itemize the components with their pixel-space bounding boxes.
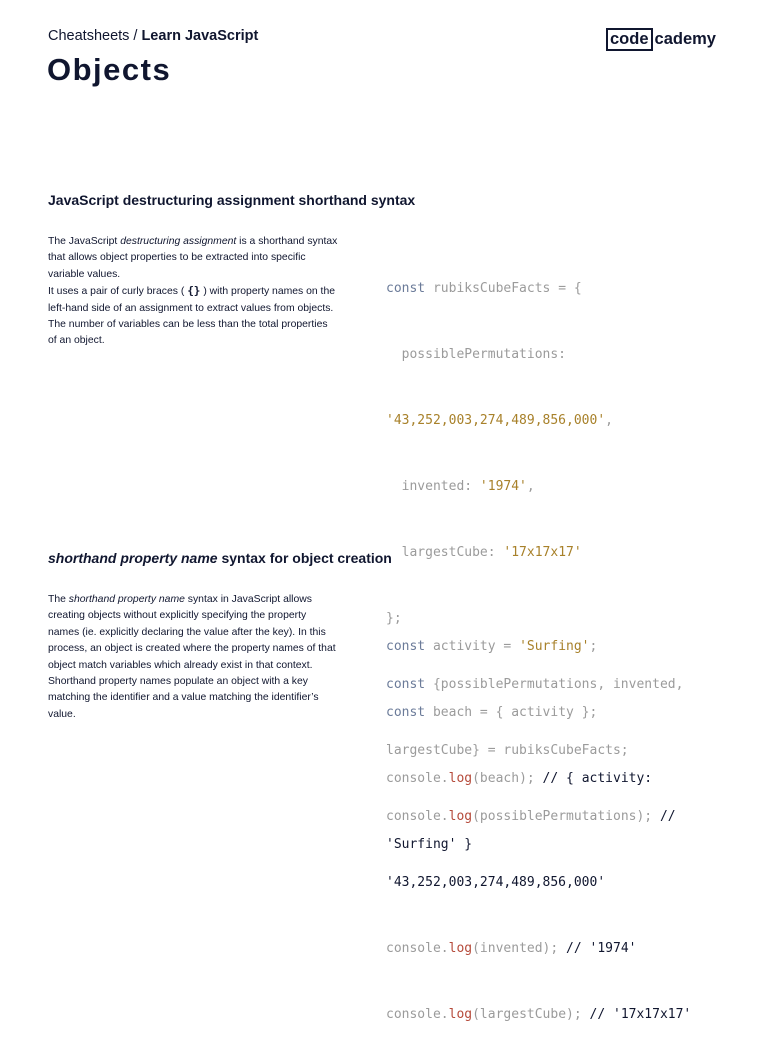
desc-text: syntax in JavaScript allows creating objects without explicitly specifying the property names (ie. explicitly declaring the value after the key). In this process, an object is created where the property names of that object match variables which already exist in that context. Shorthand property names populate an object with a key matching the identifier and a value matching the identifier’s value.: [48, 594, 336, 720]
code-string: '43,252,003,274,489,856,000': [386, 413, 606, 428]
code-line: [386, 476, 726, 498]
code-keyword: const: [386, 281, 426, 296]
title-text: syntax for object creation: [217, 550, 392, 566]
code-function: log: [448, 941, 473, 956]
code-text: console.: [386, 771, 449, 786]
code-line: [386, 702, 726, 724]
code-function: log: [448, 1007, 473, 1022]
code-comment: //: [652, 809, 676, 824]
code-line: [386, 344, 726, 366]
code-text: beach = { activity };: [425, 705, 598, 720]
code-keyword: const: [386, 639, 426, 654]
desc-text: is a shorthand syntax that allows object properties to be extracted into specific variable values.: [48, 236, 338, 280]
code-text: largestCube:: [386, 545, 504, 560]
code-text: (possiblePermutations);: [472, 809, 653, 824]
code-punctuation: };: [386, 611, 402, 626]
code-text: console.: [386, 809, 449, 824]
desc-text: The: [48, 594, 69, 605]
code-function: log: [448, 809, 473, 824]
code-text: (invented);: [472, 941, 559, 956]
code-text: possiblePermutations:: [386, 347, 567, 362]
code-line: [386, 636, 726, 658]
code-punctuation: ,: [605, 413, 613, 428]
codecademy-logo[interactable]: [606, 28, 716, 51]
code-line: [386, 938, 726, 960]
inline-code: {}: [187, 284, 201, 298]
desc-text: It uses a pair of curly braces (: [48, 286, 188, 298]
code-block-shorthand-property[interactable]: [386, 592, 726, 878]
code-text: invented:: [386, 479, 480, 494]
section-title-destructuring: JavaScript destructuring assignment shorthand syntax: [48, 192, 416, 208]
section-description-shorthand-property: [48, 592, 338, 723]
code-text: rubiksCubeFacts = {: [425, 281, 582, 296]
desc-text: ) with property names on the left-hand side of an assignment to extract values from objects. The number of variables can be less than the total properties of an object.: [48, 286, 336, 347]
desc-emphasis: destructuring assignment: [120, 236, 237, 247]
breadcrumb-separator: /: [133, 28, 138, 44]
code-text: console.: [386, 1007, 449, 1022]
section-description-destructuring: [48, 234, 338, 350]
breadcrumb-cheatsheets-link[interactable]: Cheatsheets: [48, 28, 130, 44]
description-paragraph: [48, 592, 338, 723]
code-text: activity =: [425, 639, 520, 654]
code-comment: // '1974': [558, 941, 637, 956]
code-string: 'Surfing': [519, 639, 590, 654]
description-paragraph: [48, 234, 338, 283]
code-text: console.: [386, 941, 449, 956]
desc-text: The JavaScript: [48, 236, 121, 247]
code-text: (beach);: [472, 771, 535, 786]
code-line: [386, 834, 726, 856]
code-comment: // { activity:: [534, 771, 653, 786]
page-title: Objects: [47, 52, 172, 87]
code-punctuation: ,: [526, 479, 535, 494]
breadcrumb-current[interactable]: Learn JavaScript: [141, 28, 259, 44]
code-line: [386, 410, 726, 432]
code-text: (largestCube);: [472, 1007, 582, 1022]
code-keyword: const: [386, 705, 426, 720]
code-line: [386, 1004, 726, 1026]
section-title-shorthand-property: [48, 550, 392, 566]
title-emphasis: shorthand property name: [48, 550, 218, 566]
code-function: log: [448, 771, 473, 786]
code-line: [386, 542, 726, 564]
breadcrumb: [48, 28, 258, 44]
code-text: largestCube} = rubiksCubeFacts;: [386, 743, 629, 758]
code-line: [386, 768, 726, 790]
code-line: [386, 278, 726, 300]
code-comment: // '17x17x17': [581, 1007, 692, 1022]
code-text: {possiblePermutations, invented,: [425, 677, 684, 692]
logo-code-box: code: [606, 28, 653, 51]
code-comment: '43,252,003,274,489,856,000': [386, 875, 606, 890]
code-string: '17x17x17': [503, 545, 582, 560]
desc-emphasis: shorthand property name: [68, 594, 185, 605]
code-comment: 'Surfing' }: [386, 837, 473, 852]
code-punctuation: ;: [589, 639, 598, 654]
code-string: '1974': [479, 479, 527, 494]
code-keyword: const: [386, 677, 426, 692]
description-paragraph: [48, 283, 338, 350]
logo-cademy-text: cademy: [654, 30, 716, 48]
